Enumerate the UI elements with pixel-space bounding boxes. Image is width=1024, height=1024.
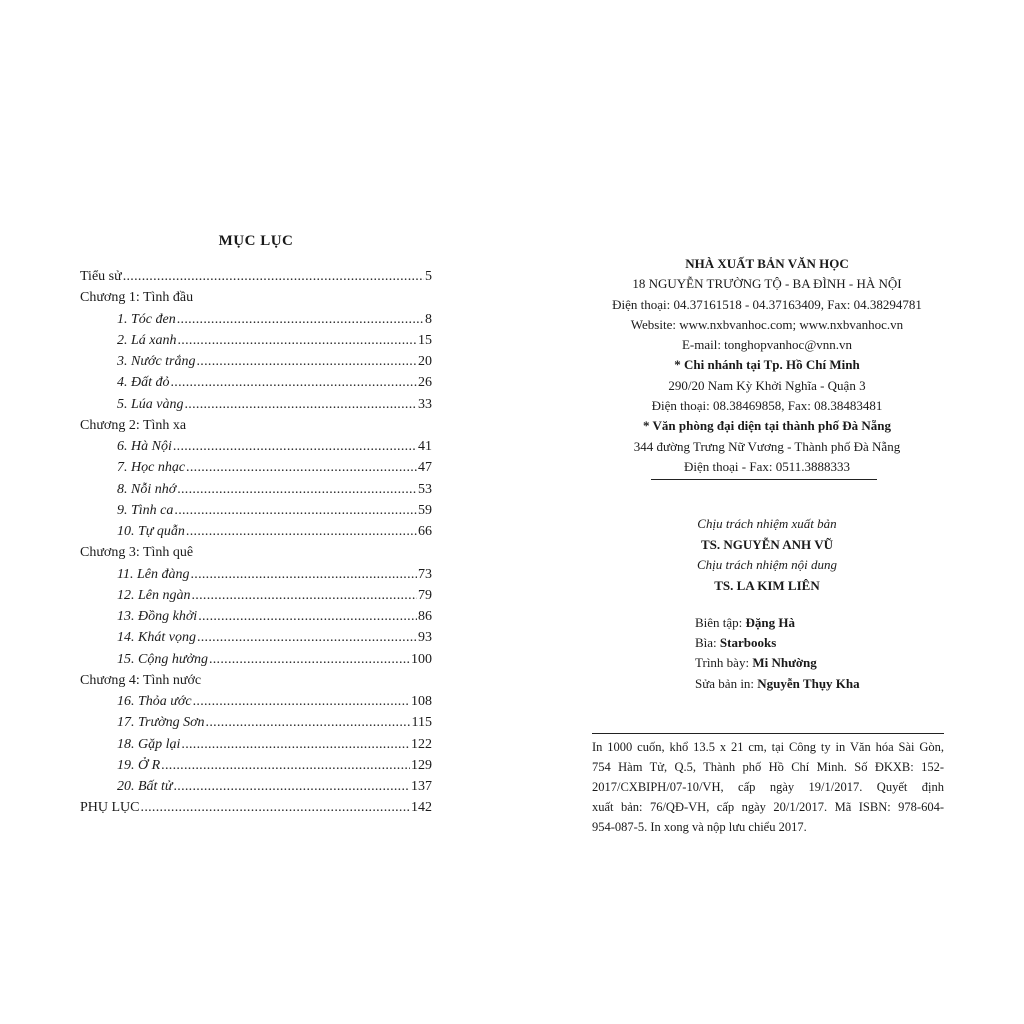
- toc-entry: [80, 351, 432, 372]
- toc-page-number: 47: [418, 460, 432, 476]
- toc-entry: [80, 755, 432, 776]
- print-info: [592, 737, 944, 837]
- print-info-line: xuất bản: 76/QĐ-VH, cấp ngày 20/1/2017. Mã ISBN: 978-604-: [592, 800, 944, 814]
- toc-entry-label: 5. Lúa vàng: [117, 396, 184, 412]
- toc-entry-label: 3. Nước trắng: [117, 354, 196, 369]
- toc-page-number: 15: [418, 332, 432, 348]
- toc-entry-label: 16. Thỏa ước: [117, 694, 192, 709]
- toc-page-number: 93: [418, 630, 432, 646]
- staff-credit-line: [695, 674, 860, 694]
- toc-entry: [80, 776, 432, 797]
- toc-dot-leader: [123, 266, 424, 287]
- toc-entry-label: PHỤ LỤC: [80, 800, 140, 816]
- toc-dot-leader: [171, 372, 418, 393]
- toc-dot-leader: [177, 479, 417, 500]
- toc-entry-label: 2. Lá xanh: [117, 332, 177, 348]
- toc-dot-leader: [173, 776, 410, 797]
- toc-chapter-heading: [80, 287, 432, 308]
- content-responsibility-label: Chịu trách nhiệm nội dung: [696, 557, 838, 572]
- toc-entry: [80, 521, 432, 542]
- toc-entry: [80, 394, 432, 415]
- toc-entry: [80, 309, 432, 330]
- toc-entry-label: Tiểu sử: [80, 269, 122, 284]
- toc-entry-label: Chương 4: Tình nước: [80, 672, 202, 688]
- responsibility-block: [590, 514, 944, 596]
- toc-entry: [80, 734, 432, 755]
- toc-dot-leader: [198, 606, 417, 627]
- print-info-line: 954-087-5. In xong và nộp lưu chiểu 2017.: [592, 820, 807, 834]
- print-info-line: In 1000 cuốn, khổ 13.5 x 21 cm, tại Công ty in Văn hóa Sài Gòn,: [592, 740, 944, 754]
- toc-dot-leader: [192, 585, 418, 606]
- toc-entry-label: 17. Trường Sơn: [117, 715, 205, 731]
- toc-dot-leader: [173, 436, 417, 457]
- toc-entry: [80, 606, 432, 627]
- office-phone: Điện thoại - Fax: 0511.3888333: [684, 458, 850, 474]
- staff-name: Mi Nhường: [752, 655, 817, 671]
- toc-entry-label: 10. Tự quẫn: [117, 524, 185, 539]
- staff-name: Đặng Hà: [745, 615, 796, 630]
- toc-chapter-heading: [80, 542, 432, 563]
- divider-line: [651, 479, 877, 480]
- toc-page-number: 86: [418, 609, 432, 624]
- toc-page-number: 108: [411, 694, 432, 709]
- toc-page-number: 41: [418, 439, 432, 454]
- toc-entry: [80, 797, 432, 818]
- branch-address: 290/20 Nam Kỳ Khởi Nghĩa - Quận 3: [668, 377, 866, 393]
- toc-entry-label: Chương 3: Tình quê: [80, 545, 194, 561]
- toc-dot-leader: [197, 627, 417, 648]
- divider-line: [592, 733, 944, 734]
- toc-entry-label: 6. Hà Nội: [117, 439, 172, 454]
- toc-entry-label: 15. Cộng hưởng: [117, 651, 208, 667]
- toc-entry: [80, 627, 432, 648]
- toc-page-number: 73: [418, 566, 432, 582]
- staff-name: Starbooks: [719, 635, 777, 651]
- toc-dot-leader: [190, 564, 417, 585]
- toc-entry: [80, 649, 432, 670]
- toc-entry: [80, 479, 432, 500]
- toc-entry-label: 11. Lên đàng: [117, 566, 190, 582]
- toc-page-number: 122: [411, 736, 432, 752]
- toc-dot-leader: [181, 734, 410, 755]
- staff-role: Trình bày:: [695, 655, 753, 671]
- toc-entry-label: 1. Tóc đen: [117, 311, 176, 327]
- toc-dot-leader: [161, 755, 410, 776]
- toc-dot-leader: [186, 457, 417, 478]
- office-title: * Văn phòng đại diện tại thành phố Đà Nẵng: [643, 418, 891, 434]
- staff-role: Bìa:: [695, 635, 720, 651]
- toc-dot-leader: [185, 394, 418, 415]
- toc-entry: [80, 457, 432, 478]
- staff-credits: [695, 613, 860, 694]
- toc-entry: [80, 691, 432, 712]
- publisher-block: [590, 254, 944, 477]
- toc-entry-label: 14. Khát vọng: [117, 630, 196, 646]
- toc-page-number: 129: [411, 757, 432, 773]
- publisher-email: E-mail: tonghopvanhoc@vnn.vn: [681, 337, 853, 353]
- publish-responsible-person: TS. NGUYỄN ANH VŨ: [701, 536, 833, 552]
- toc-dot-leader: [141, 797, 410, 818]
- toc-page-number: 137: [411, 779, 432, 794]
- toc-dot-leader: [178, 330, 418, 351]
- toc-page-number: 20: [418, 354, 432, 369]
- toc-entry: [80, 330, 432, 351]
- publisher-website: Website: www.nxbvanhoc.com; www.nxbvanhoc.vn: [630, 316, 904, 332]
- toc-dot-leader: [209, 649, 410, 670]
- toc-entry-label: 4. Đất đỏ: [117, 375, 170, 391]
- toc-page-number: 26: [418, 375, 432, 391]
- toc-entry-label: 9. Tình ca: [117, 502, 174, 518]
- toc-page-number: 115: [411, 715, 432, 731]
- toc-dot-leader: [197, 351, 418, 372]
- publisher-address: 18 NGUYỄN TRƯỜNG TỘ - BA ĐÌNH - HÀ NỘI: [632, 276, 902, 292]
- toc-entry-label: 7. Học nhạc: [117, 460, 186, 476]
- toc-entry-label: 13. Đồng khởi: [117, 609, 198, 624]
- toc-page-number: 79: [418, 587, 432, 603]
- toc-entry: [80, 712, 432, 733]
- toc-page-number: 5: [425, 269, 432, 284]
- toc-entry: [80, 585, 432, 606]
- branch-phone: Điện thoại: 08.38469858, Fax: 08.38483481: [651, 398, 883, 414]
- toc-dot-leader: [193, 691, 410, 712]
- branch-title: * Chi nhánh tại Tp. Hồ Chí Minh: [674, 357, 860, 373]
- toc-dot-leader: [186, 521, 417, 542]
- toc-entry-label: 20. Bất tử: [117, 779, 173, 794]
- toc-chapter-heading: [80, 415, 432, 436]
- toc-page-number: 142: [411, 800, 432, 816]
- toc-chapter-heading: [80, 670, 432, 691]
- toc-entry-label: 18. Gặp lại: [117, 736, 181, 752]
- toc-entry-label: 19. Ở R: [117, 757, 161, 773]
- toc-dot-leader: [206, 712, 411, 733]
- office-address: 344 đường Trưng Nữ Vương - Thành phố Đà Nẵng: [633, 438, 901, 454]
- toc-page-number: 8: [425, 311, 432, 327]
- print-info-line: 754 Hàm Tử, Q.5, Thành phố Hồ Chí Minh. Số ĐKXB: 152-: [592, 760, 944, 774]
- publish-responsibility-label: Chịu trách nhiệm xuất bản: [697, 516, 837, 531]
- staff-role: Biên tập:: [695, 615, 746, 630]
- toc-dot-leader: [174, 500, 417, 521]
- toc-page-number: 100: [411, 651, 432, 667]
- toc-entry-label: 12. Lên ngàn: [117, 587, 191, 603]
- toc-title: MỤC LỤC: [218, 233, 294, 249]
- toc-entry-label: Chương 1: Tình đầu: [80, 290, 194, 306]
- toc-page-number: 59: [418, 502, 432, 518]
- toc-entry: [80, 564, 432, 585]
- toc-dot-leader: [177, 309, 424, 330]
- toc-entry: [80, 372, 432, 393]
- staff-role: Sửa bản in:: [695, 675, 758, 691]
- content-responsible-person: TS. LA KIM LIÊN: [714, 577, 820, 593]
- print-info-line: 2017/CXBIPH/07-10/VH, cấp ngày 19/1/2017. Quyết định: [592, 780, 944, 794]
- toc-entry: [80, 436, 432, 457]
- staff-credit-line: [695, 653, 860, 673]
- publisher-phone: Điện thoại: 04.37161518 - 04.37163409, Fax: 04.38294781: [612, 296, 922, 312]
- toc-page-number: 53: [418, 481, 432, 497]
- toc-page-number: 66: [418, 524, 432, 539]
- toc-entry: [80, 266, 432, 287]
- toc-page-number: 33: [418, 396, 432, 412]
- table-of-contents: [80, 266, 432, 819]
- toc-entry-label: Chương 2: Tình xa: [80, 417, 187, 433]
- toc-entry-label: 8. Nỗi nhớ: [117, 481, 177, 497]
- staff-name: Nguyễn Thụy Kha: [757, 675, 860, 691]
- toc-entry: [80, 500, 432, 521]
- staff-credit-line: [695, 633, 860, 653]
- staff-credit-line: [695, 613, 860, 633]
- publisher-name: NHÀ XUẤT BẢN VĂN HỌC: [685, 256, 849, 271]
